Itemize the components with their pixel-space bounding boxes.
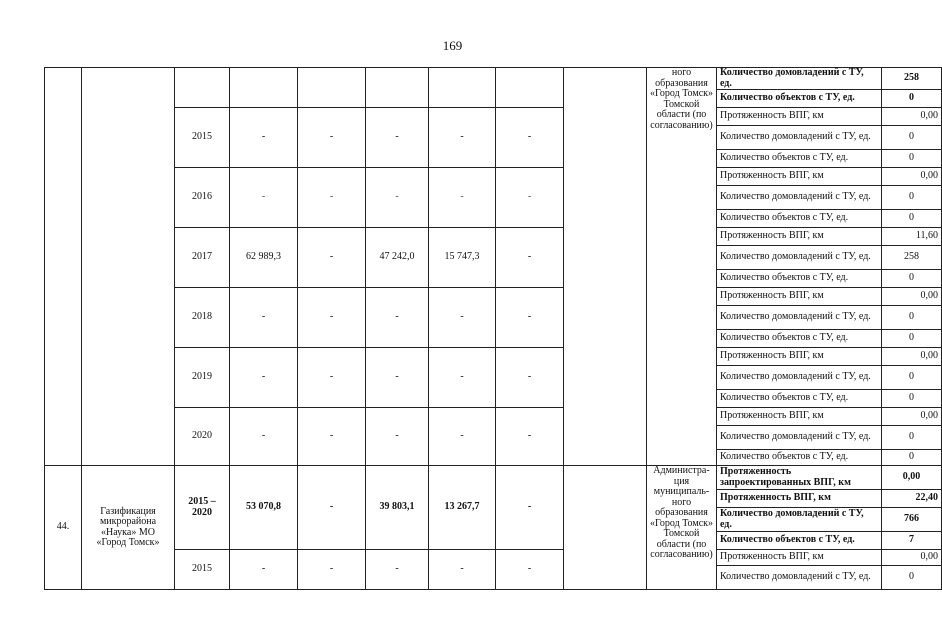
responsible-org-cell: Администра-ция муниципаль-ного образования «Город Томск» Томской области (по согласованию) xyxy=(647,466,717,590)
table-row xyxy=(45,288,942,306)
indicator-value: 0,00 xyxy=(882,288,942,306)
year-cell xyxy=(175,68,230,108)
indicator-value: 0 xyxy=(882,366,942,390)
indicator-label: Количество домовладений с ТУ, ед. xyxy=(717,306,882,330)
indicator-label: Протяженность ВПГ, км xyxy=(717,228,882,246)
indicator-label: Протяженность запроектированных ВПГ, км xyxy=(717,466,882,490)
indicator-label: Количество объектов с ТУ, ед. xyxy=(717,450,882,466)
indicator-label: Количество домовладений с ТУ, ед. xyxy=(717,126,882,150)
value-cell: 39 803,1 xyxy=(366,466,429,550)
value-cell: - xyxy=(496,228,564,288)
indicator-label: Количество объектов с ТУ, ед. xyxy=(717,150,882,168)
value-cell: - xyxy=(298,408,366,466)
value-cell: - xyxy=(298,466,366,550)
indicator-label: Количество домовладений с ТУ, ед. xyxy=(717,186,882,210)
period-cell: 2015 – 2020 xyxy=(175,466,230,550)
indicator-value: 0 xyxy=(882,566,942,590)
year-cell: 2016 xyxy=(175,168,230,228)
row-number-cell xyxy=(45,68,82,466)
indicator-value: 22,40 xyxy=(882,490,942,508)
indicator-label: Количество домовладений с ТУ, ед. xyxy=(717,426,882,450)
value-cell: - xyxy=(298,168,366,228)
value-cell: - xyxy=(230,168,298,228)
indicator-value: 0 xyxy=(882,270,942,288)
table-row xyxy=(45,68,942,90)
year-cell: 2020 xyxy=(175,408,230,466)
value-cell: - xyxy=(496,408,564,466)
value-cell: 15 747,3 xyxy=(429,228,496,288)
indicator-value: 0,00 xyxy=(882,108,942,126)
indicator-value: 258 xyxy=(882,68,942,90)
indicator-label: Протяженность ВПГ, км xyxy=(717,168,882,186)
value-cell: - xyxy=(298,550,366,590)
value-cell: - xyxy=(230,348,298,408)
value-cell: - xyxy=(298,348,366,408)
indicator-value: 7 xyxy=(882,532,942,550)
indicator-label: Протяженность ВПГ, км xyxy=(717,408,882,426)
indicator-value: 0 xyxy=(882,426,942,450)
indicator-label: Протяженность ВПГ, км xyxy=(717,348,882,366)
event-name-cell: Газификация микрорайона «Наука» МО «Город Томск» xyxy=(82,466,175,590)
table-row xyxy=(45,550,942,566)
table-row xyxy=(45,466,942,490)
indicator-label: Количество объектов с ТУ, ед. xyxy=(717,390,882,408)
indicator-label: Протяженность ВПГ, км xyxy=(717,550,882,566)
value-cell: 13 267,7 xyxy=(429,466,496,550)
value-cell: - xyxy=(496,466,564,550)
value-cell: 47 242,0 xyxy=(366,228,429,288)
table-row xyxy=(45,228,942,246)
indicator-value: 0 xyxy=(882,126,942,150)
indicator-label: Количество объектов с ТУ, ед. xyxy=(717,532,882,550)
value-cell: - xyxy=(366,168,429,228)
table-row xyxy=(45,348,942,366)
value-cell: - xyxy=(429,288,496,348)
table-row xyxy=(45,168,942,186)
indicator-label: Количество домовладений с ТУ, ед. xyxy=(717,68,882,90)
table-row xyxy=(45,408,942,426)
value-cell: - xyxy=(496,348,564,408)
table-body xyxy=(45,68,942,590)
value-cell: - xyxy=(496,288,564,348)
program-table xyxy=(44,67,942,590)
indicator-value: 0,00 xyxy=(882,466,942,490)
indicator-value: 0 xyxy=(882,330,942,348)
indicator-value: 258 xyxy=(882,246,942,270)
indicator-label: Количество объектов с ТУ, ед. xyxy=(717,330,882,348)
value-cell: - xyxy=(298,108,366,168)
year-cell: 2018 xyxy=(175,288,230,348)
indicator-label: Количество объектов с ТУ, ед. xyxy=(717,90,882,108)
indicator-value: 0,00 xyxy=(882,550,942,566)
value-cell: 53 070,8 xyxy=(230,466,298,550)
value-cell: - xyxy=(496,168,564,228)
value-cell: - xyxy=(230,408,298,466)
value-cell: - xyxy=(429,348,496,408)
year-cell: 2015 xyxy=(175,550,230,590)
indicator-label: Количество домовладений с ТУ, ед. xyxy=(717,566,882,590)
value-cell: - xyxy=(429,108,496,168)
indicator-value: 0,00 xyxy=(882,348,942,366)
indicator-value: 0 xyxy=(882,150,942,168)
value-cell: - xyxy=(230,550,298,590)
value-cell: - xyxy=(366,108,429,168)
indicator-label: Протяженность ВПГ, км xyxy=(717,108,882,126)
indicator-value: 11,60 xyxy=(882,228,942,246)
responsible-org-cell: ного образования «Город Томск» Томской области (по согласованию) xyxy=(647,68,717,466)
value-cell: - xyxy=(429,550,496,590)
indicator-value: 0 xyxy=(882,390,942,408)
indicator-label: Количество домовладений с ТУ, ед. xyxy=(717,246,882,270)
indicator-label: Количество объектов с ТУ, ед. xyxy=(717,270,882,288)
indicator-value: 766 xyxy=(882,508,942,532)
year-cell: 2015 xyxy=(175,108,230,168)
value-cell: - xyxy=(230,108,298,168)
value-cell: - xyxy=(366,348,429,408)
value-cell: - xyxy=(429,168,496,228)
indicator-value: 0 xyxy=(882,186,942,210)
value-cell: - xyxy=(298,288,366,348)
indicator-label: Количество домовладений с ТУ, ед. xyxy=(717,366,882,390)
year-cell: 2017 xyxy=(175,228,230,288)
indicator-value: 0 xyxy=(882,90,942,108)
indicator-value: 0,00 xyxy=(882,408,942,426)
page-number: 169 xyxy=(442,38,463,53)
value-cell: - xyxy=(366,408,429,466)
event-name-cell xyxy=(82,68,175,466)
value-cell: - xyxy=(496,108,564,168)
indicator-value: 0 xyxy=(882,450,942,466)
value-cell: - xyxy=(230,288,298,348)
row-number-cell: 44. xyxy=(45,466,82,590)
value-cell: - xyxy=(366,550,429,590)
value-cell: - xyxy=(496,550,564,590)
indicator-value: 0 xyxy=(882,306,942,330)
indicator-label: Количество домовладений с ТУ, ед. xyxy=(717,508,882,532)
value-cell: - xyxy=(429,408,496,466)
indicator-label: Протяженность ВПГ, км xyxy=(717,490,882,508)
value-cell: 62 989,3 xyxy=(230,228,298,288)
value-cell: - xyxy=(298,228,366,288)
table-row xyxy=(45,108,942,126)
year-cell: 2019 xyxy=(175,348,230,408)
value-cell: - xyxy=(366,288,429,348)
indicator-label: Протяженность ВПГ, км xyxy=(717,288,882,306)
indicator-value: 0,00 xyxy=(882,168,942,186)
indicator-value: 0 xyxy=(882,210,942,228)
indicator-label: Количество объектов с ТУ, ед. xyxy=(717,210,882,228)
